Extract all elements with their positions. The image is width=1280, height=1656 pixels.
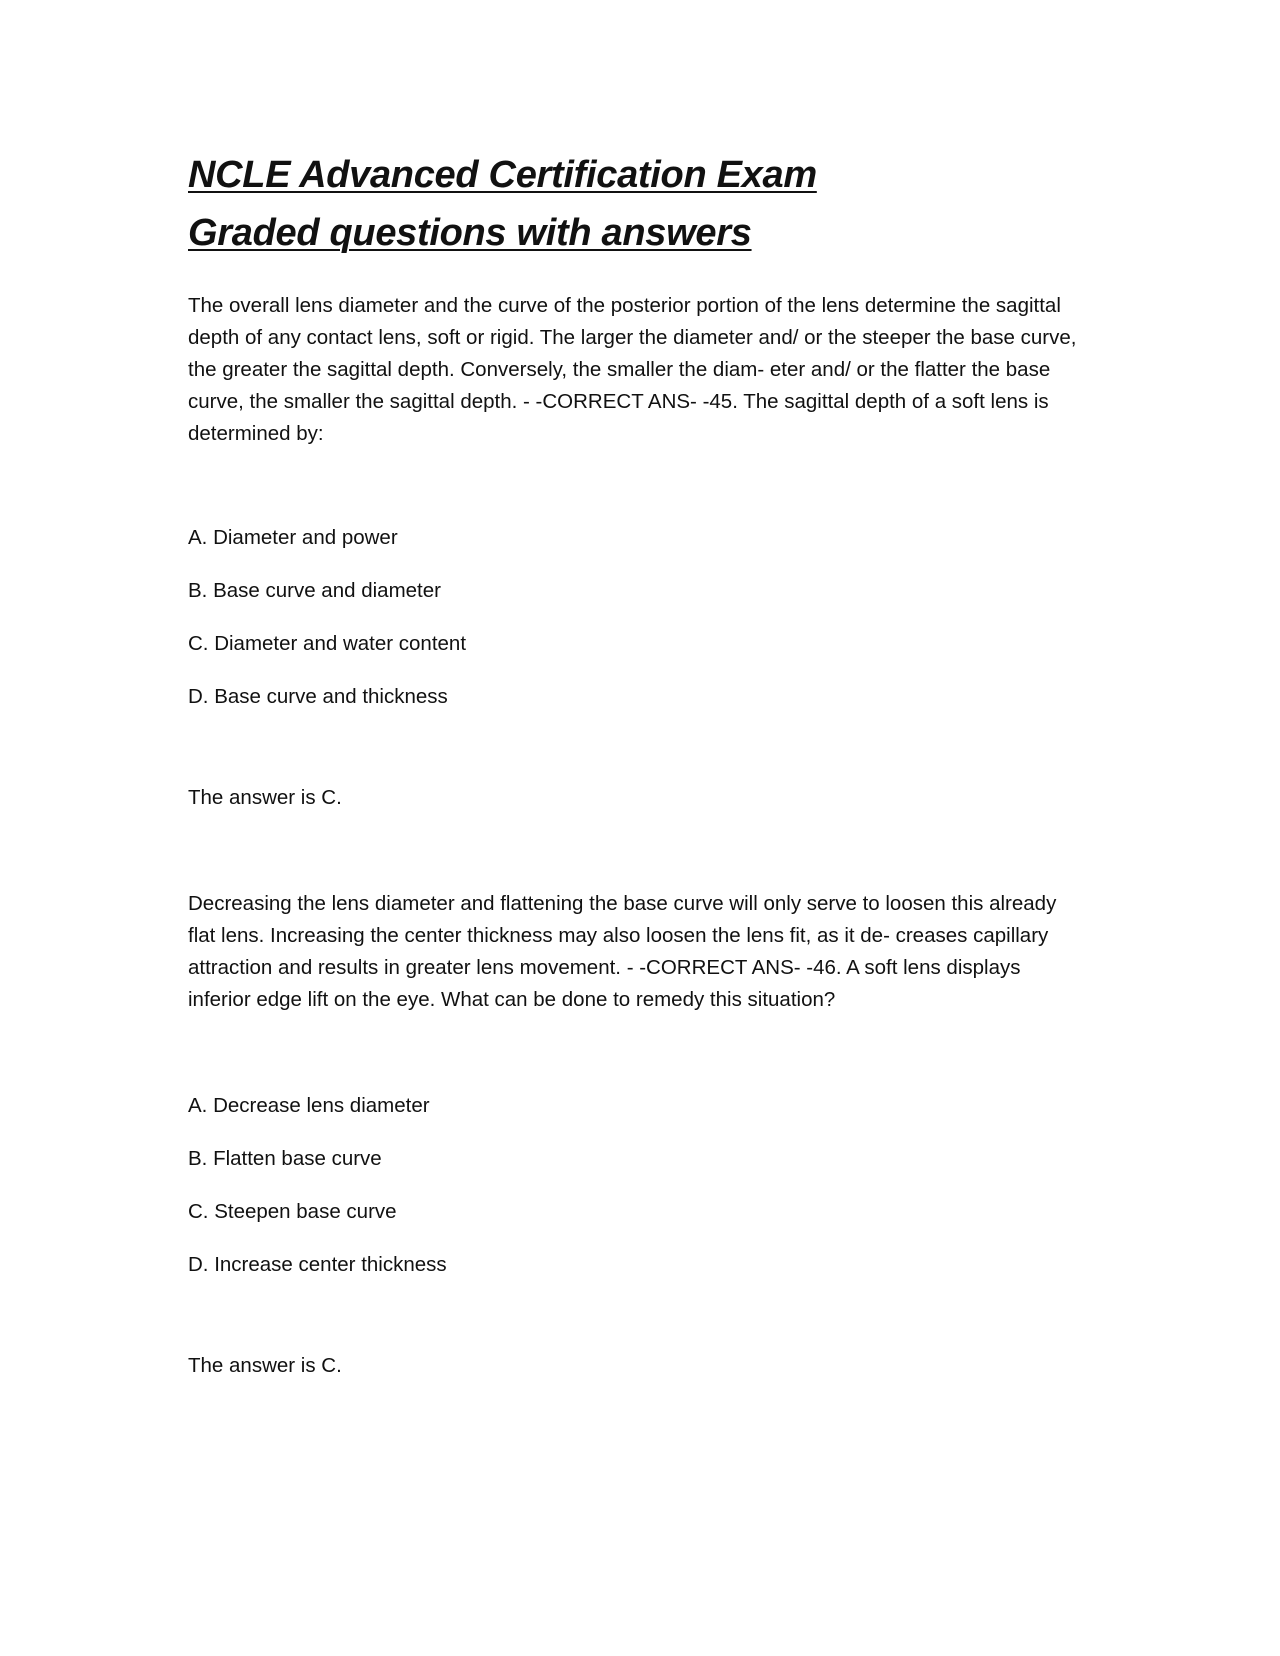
option-a: A. Diameter and power bbox=[188, 526, 398, 549]
answer-text: The answer is C. bbox=[188, 786, 342, 809]
answer-text: The answer is C. bbox=[188, 1354, 342, 1377]
option-c: C. Diameter and water content bbox=[188, 632, 467, 655]
option-a: A. Decrease lens diameter bbox=[188, 1094, 430, 1117]
option-b: B. Base curve and diameter bbox=[188, 579, 441, 602]
question-text: The overall lens diameter and the curve of the posterior portion of the lens determine the sagittal depth of any contact lens, soft or rigid. The larger the diameter and/ or the steeper the base curve, the greater the sagittal depth. Conversely, the smaller the diam- eter and/ or the flatter the base curve, the smaller the sagittal depth. - -CORRECT ANS- -45. The sagittal depth of a soft lens is determined by: bbox=[188, 294, 1077, 445]
question-block-1 bbox=[188, 290, 1088, 814]
option-d: D. Base curve and thickness bbox=[188, 685, 448, 708]
question-block-2 bbox=[188, 888, 1088, 1382]
option-list bbox=[188, 522, 1088, 713]
option-c: C. Steepen base curve bbox=[188, 1200, 397, 1223]
option-b: B. Flatten base curve bbox=[188, 1147, 382, 1170]
option-list bbox=[188, 1090, 1088, 1281]
question-text: Decreasing the lens diameter and flattening the base curve will only serve to loosen this already flat lens. Increasing the center thickness may also loosen the lens fit, as it de- creases capillary attraction and results in greater lens movement. - -CORRECT ANS- -46. A soft lens displays inferior edge lift on the eye. What can be done to remedy this situation? bbox=[188, 892, 1057, 1011]
option-d: D. Increase center thickness bbox=[188, 1253, 447, 1276]
document-title: NCLE Advanced Certification Exam Graded questions with answers bbox=[188, 154, 817, 254]
document-page bbox=[188, 146, 1088, 1382]
